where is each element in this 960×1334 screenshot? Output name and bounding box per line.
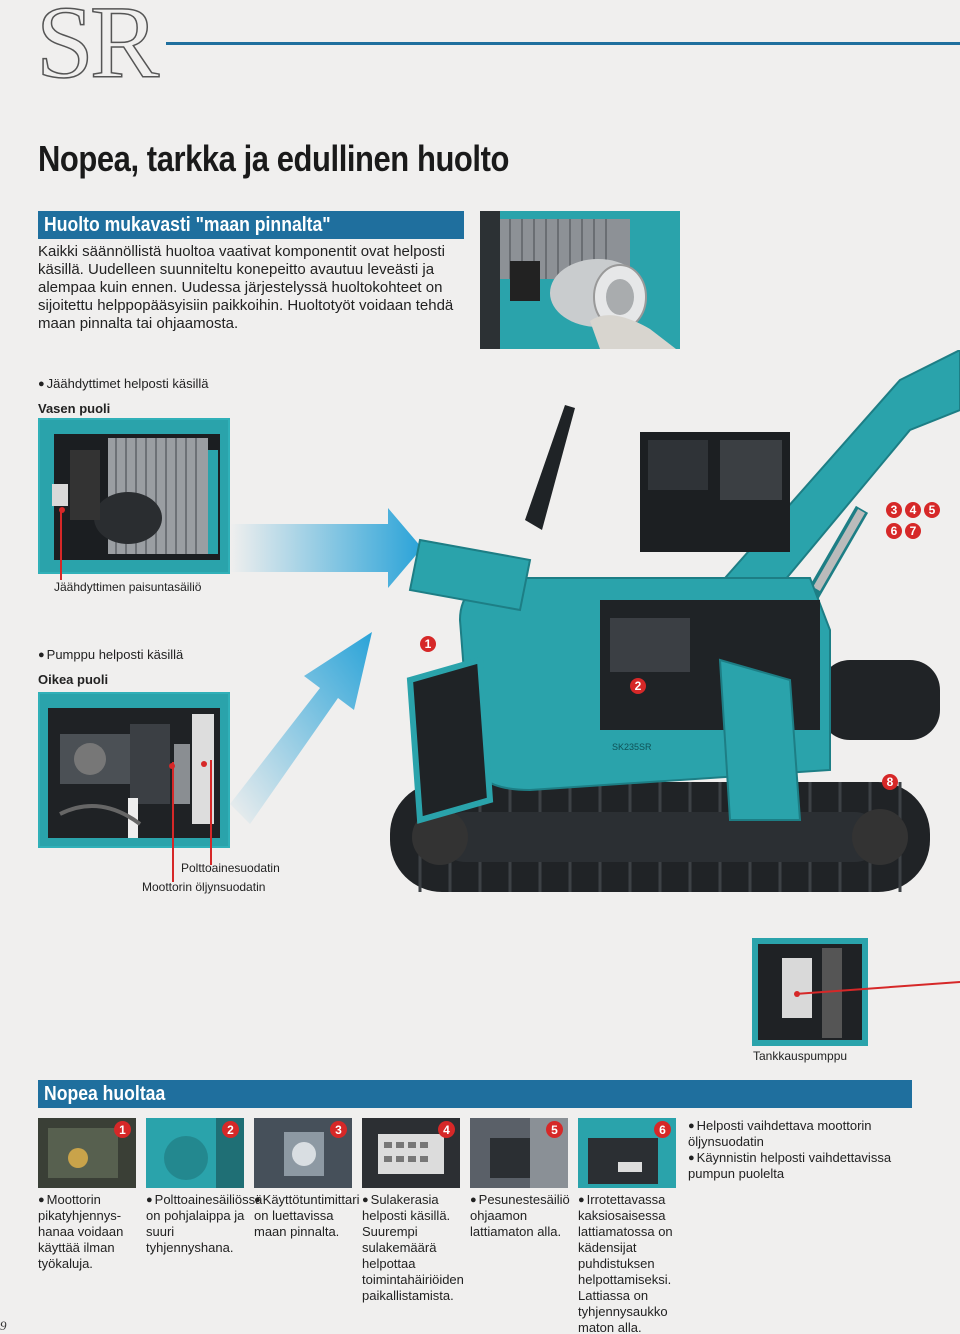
marker-6: 6 bbox=[890, 524, 898, 538]
marker-8: 8 bbox=[886, 775, 894, 789]
page-title: Nopea, tarkka ja edullinen huolto bbox=[38, 138, 509, 179]
caption-6: ● Irrotettavassa kaksiosaisessa lattiamatossa on kädensijat puhdistuksen helpottamiseksi. Lattiassa on tyhjennysaukko maton alla. bbox=[578, 1192, 678, 1334]
label-left-side: Vasen puoli bbox=[38, 401, 111, 416]
excavator-illustration bbox=[380, 350, 960, 950]
marker-7: 7 bbox=[909, 524, 917, 538]
thumb-hour-meter bbox=[254, 1118, 352, 1188]
caption-1: ● Moottorin pikatyhjennys-hanaa voidaan käyttää ilman työkaluja. bbox=[38, 1192, 138, 1272]
thumb-marker-2: 2 bbox=[222, 1121, 239, 1138]
callout-line-tank-pump bbox=[795, 980, 960, 998]
sr-logo: SR bbox=[36, 0, 156, 100]
bullet-coolers: ● Jäähdyttimet helposti käsillä bbox=[38, 376, 209, 391]
callout-line-expansion-tank bbox=[60, 508, 62, 580]
thumb-marker-6: 6 bbox=[654, 1121, 671, 1138]
model-label: SK235SR bbox=[612, 742, 652, 752]
marker-2: 2 bbox=[634, 679, 642, 693]
note-starter: ● Käynnistin helposti vaihdettavissa pumpun puolelta bbox=[688, 1150, 928, 1182]
thumb-marker-1: 1 bbox=[114, 1121, 131, 1138]
caption-4: ● Sulakerasia helposti käsillä. Suurempi sulakemäärä helpottaa toimintahäiriöiden paikallistamista. bbox=[362, 1192, 462, 1304]
thumb-fuel-tank bbox=[146, 1118, 244, 1188]
section-heading-ground-service: Huolto mukavasti "maan pinnalta" bbox=[38, 211, 464, 239]
header-rule bbox=[166, 42, 960, 45]
marker-1: 1 bbox=[424, 637, 432, 651]
callout-oil-filter: Moottorin öljynsuodatin bbox=[142, 880, 266, 894]
marker-5: 5 bbox=[928, 503, 936, 517]
air-filter-photo bbox=[480, 211, 680, 349]
pump-photo bbox=[38, 692, 230, 848]
thumb-washer-tank bbox=[470, 1118, 568, 1188]
marker-4: 4 bbox=[909, 503, 917, 517]
thumb-marker-5: 5 bbox=[546, 1121, 563, 1138]
thumb-marker-4: 4 bbox=[438, 1121, 455, 1138]
bullet-pump: ● Pumppu helposti käsillä bbox=[38, 647, 183, 662]
intro-paragraph: Kaikki säännöllistä huoltoa vaativat komponentit ovat helposti käsillä. Uudelleen suunniteltu konepeitto avautuu leveästi ja alempaa kuin ennen. Uudessa järjestelyssä huoltokohteet on sijoitettu helppopääsyisiin paikkoihin. Huoltotyöt voidaan tehdä maan pinnalta tai ohjaamosta. bbox=[38, 243, 454, 332]
callout-line-fuel-filter bbox=[210, 760, 212, 865]
arrow-right-side bbox=[230, 628, 380, 838]
thumb-marker-3: 3 bbox=[330, 1121, 347, 1138]
service-notes bbox=[688, 1118, 928, 1182]
callout-expansion-tank: Jäähdyttimen paisuntasäiliö bbox=[54, 580, 202, 594]
caption-5: ● Pesunestesäiliö ohjaamon lattiamaton alla. bbox=[470, 1192, 570, 1240]
radiator-photo bbox=[38, 418, 230, 574]
thumb-floor-mat bbox=[578, 1118, 676, 1188]
note-oil-filter: ● Helposti vaihdettava moottorin öljynsuodatin bbox=[688, 1118, 928, 1150]
thumb-drain-valve bbox=[38, 1118, 136, 1188]
label-right-side: Oikea puoli bbox=[38, 672, 109, 687]
caption-3: ● Käyttötuntimittari on luettavissa maan pinnalta. bbox=[254, 1192, 354, 1240]
marker-3: 3 bbox=[890, 503, 898, 517]
callout-fuel-filter: Polttoainesuodatin bbox=[181, 861, 280, 875]
caption-2: ● Polttoainesäiliössä on pohjalaippa ja suuri tyhjennyshana. bbox=[146, 1192, 246, 1256]
page-number: 9 bbox=[0, 1318, 7, 1333]
thumb-fuse-box bbox=[362, 1118, 460, 1188]
section-heading-quick-service: Nopea huoltaa bbox=[38, 1080, 912, 1108]
callout-tank-pump: Tankkauspumppu bbox=[753, 1049, 848, 1063]
callout-line-oil-filter bbox=[172, 762, 174, 882]
